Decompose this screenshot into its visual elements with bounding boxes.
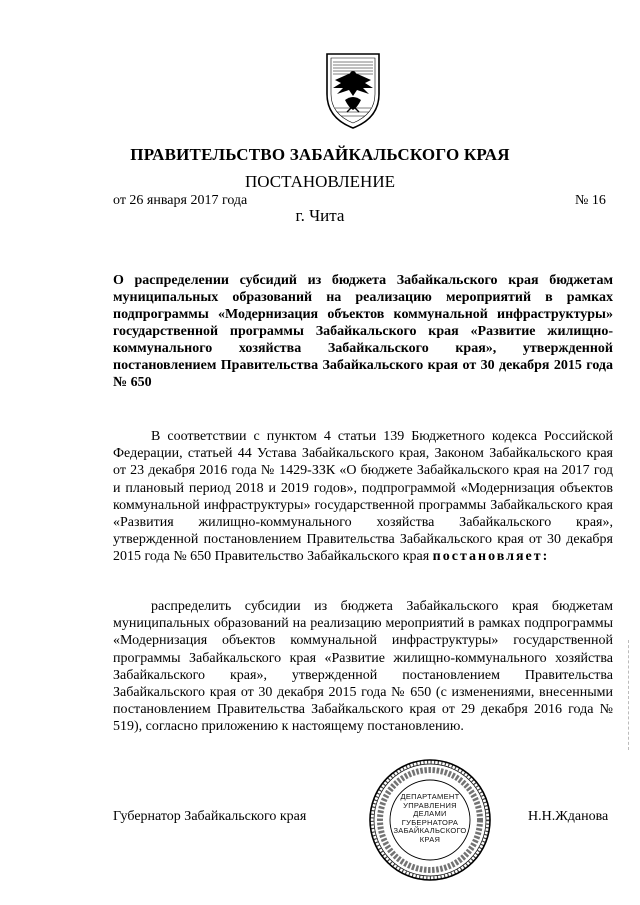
document-type: ПОСТАНОВЛЕНИЕ bbox=[244, 172, 395, 191]
body-paragraph-1-text: В соответствии с пунктом 4 статьи 139 Бюджетного кодекса Российской Федерации, статьей 44 Устава Забайкальского края, Законом Забайкальского края от 23 декабря 2016 года № 1429-ЗЗК «О бюджете Забайкальского края на 2017 год и плановый период 2018 и 2019 годов», подпрограммой «Модернизация объектов коммунальной инфраструктуры» государственной программы Забайкальского края «Развития жилищно-коммунального хозяйства Забайкальского края», утвержденной постановлением Правительства Забайкальского края от 30 декабря 2015 года № 650 Правительство Забайкальского края bbox=[113, 429, 613, 565]
document-heading: О распределении субсидий из бюджета Забайкальского края бюджетам муниципальных образований на реализацию мероприятий в рамках подпрограммы «Модернизация объектов коммунальной инфраструктуры» государственной программы Забайкальского края «Развитие жилищно-коммунального хозяйства Забайкальского края», утвержденной постановлением Правительства Забайкальского края от 30 декабря 2015 года № 650 bbox=[113, 273, 613, 390]
stamp-line: УПРАВЛЕНИЯ bbox=[403, 800, 457, 810]
government-title: ПРАВИТЕЛЬСТВО ЗАБАЙКАЛЬСКОГО КРАЯ bbox=[130, 145, 510, 164]
stamp-line: КРАЯ bbox=[419, 834, 441, 844]
stamp-line: ГУБЕРНАТОРА bbox=[401, 817, 459, 827]
city: г. Чита bbox=[295, 206, 345, 225]
signer-name: Н.Н.Жданова bbox=[528, 809, 609, 824]
body-paragraph-2: распределить субсидии из бюджета Забайкальского края бюджетам муниципальных образований на реализацию мероприятий в рамках подпрограммы «Модернизация объектов коммунальной инфраструктуры» государственной программы Забайкальского края «Развитие жилищно-коммунального хозяйства Забайкальского края», утвержденной постановлением Правительства Забайкальского края от 30 декабря 2015 года № 650 (с изменениями, внесенными постановлением Правительства Забайкальского края от 29 декабря 2016 года № 519), согласно приложению к настоящему постановлению. bbox=[113, 599, 613, 735]
signer-title: Губернатор Забайкальского края bbox=[113, 809, 307, 824]
resolution-word: постановляет: bbox=[432, 549, 550, 565]
stamp-text bbox=[392, 793, 468, 845]
stamp-line: ДЕПАРТАМЕНТ bbox=[400, 792, 460, 801]
margin-mark bbox=[628, 640, 630, 750]
coat-of-arms-emblem bbox=[323, 50, 383, 132]
body-paragraph-1 bbox=[113, 428, 613, 566]
stamp-line: ДЕЛАМИ bbox=[413, 809, 447, 819]
document-date: от 26 января 2017 года bbox=[113, 193, 248, 208]
document-number: № 16 bbox=[575, 193, 606, 208]
stamp-line: ЗАБАЙКАЛЬСКОГО bbox=[393, 826, 467, 836]
